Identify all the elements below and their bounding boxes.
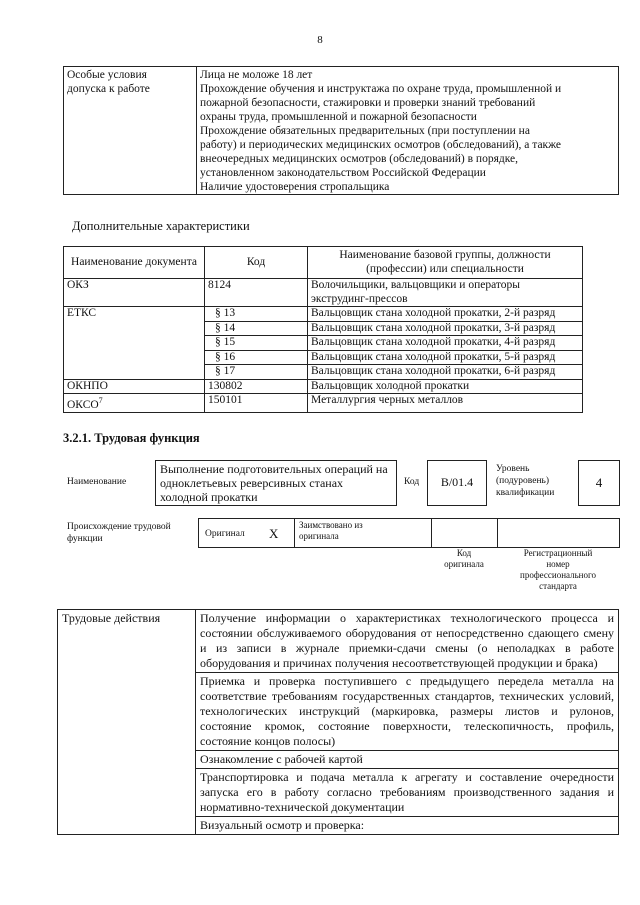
original-mark: X: [269, 526, 279, 541]
reg-number-cell: [497, 518, 620, 548]
code-original-cell: [431, 518, 498, 548]
code-label: Код: [404, 477, 420, 487]
table-row: Трудовые действия Получение информации о характеристиках технологического процесса и состоянии обслуживаемого оборудования от непосредственно сдающего смену и из записи в журнале приемки-сдачи смены (о неполадках в работе оборудования и причинах получения несоответствующей продукции и брака): [58, 610, 619, 673]
origin-label: Происхождение трудовой функции: [67, 522, 171, 544]
table-row: ОКНПО 130802 Вальцовщик холодной прокатки: [64, 379, 583, 394]
original-label: Оригинал: [205, 529, 245, 539]
labor-actions-table: [57, 609, 619, 835]
labor-function-title: 3.2.1. Трудовая функция: [63, 431, 200, 445]
table-row: § 15 Вальцовщик стана холодной прокатки, 4-й разряд: [64, 336, 583, 351]
code-box: [427, 460, 487, 506]
table-row: § 17 Вальцовщик стана холодной прокатки, 6-й разряд: [64, 365, 583, 380]
labor-actions-label: Трудовые действия: [58, 610, 196, 835]
extra-characteristics-title: Дополнительные характеристики: [72, 219, 250, 233]
level-box: [578, 460, 620, 506]
page-number: 8: [317, 34, 323, 46]
header-doc: Наименование документа: [64, 247, 205, 279]
original-cell: [198, 518, 295, 548]
header-name: Наименование базовой группы, должности (профессии) или специальности: [308, 247, 583, 279]
level-value: 4: [595, 475, 603, 490]
special-conditions-label: Особые условия допуска к работе: [64, 67, 197, 195]
table-row: Транспортировка и подача металла к агрегату и составление очередности запуска его в работу согласно требованиям производственного задания и нормативно-технической документации: [58, 769, 619, 817]
extra-characteristics-table: [63, 246, 583, 413]
special-conditions-table: [63, 66, 619, 195]
table-row: ОКСО$^7$ 150101 Металлургия черных металлов: [64, 394, 583, 413]
table-row: Визуальный осмотр и проверка:: [58, 817, 619, 835]
table-row: Ознакомление с рабочей картой: [58, 751, 619, 769]
special-conditions-value: Лица не моложе 18 лет Прохождение обучения и инструктажа по охране труда, промышленной и пожарной безопасности, стажировки и проверки знаний требований охраны труда, промышленной и пожарной безопасности Прохождение обязательных предварительных (при поступлении на работу) и периодических медицинских осмотров (обследований), а также внеочередных медицинских осмотров (обследований) в порядке, установленном законодательством Российской Федерации Наличие удостоверения стропальщика: [197, 67, 619, 195]
level-label: Уровень (подуровень) квалификации: [496, 464, 555, 498]
table-row: § 16 Вальцовщик стана холодной прокатки, 5-й разряд: [64, 350, 583, 365]
name-box: [155, 460, 397, 506]
reg-number-label: Регистрационный номер профессионального стандарта: [520, 548, 596, 591]
name-label: Наименование: [67, 477, 127, 487]
borrowed-cell: Заимствовано из оригинала: [294, 518, 432, 548]
code-value: B/01.4: [440, 475, 474, 489]
table-row: Приемка и проверка поступившего с предыдущего передела металла на соответствие требованиям государственных стандартов, технических условий, технологических инструкций (маркировка, размеры листов и рулонов, состояние кромок, состояние поверхности, телескопичность, профиль, состояние концов полосы): [58, 673, 619, 751]
code-original-label: Код оригинала: [444, 548, 484, 569]
header-code: Код: [205, 247, 308, 279]
table-row: ОКЗ 8124 Волочильщики, вальцовщики и операторы экструдинг-прессов: [64, 279, 583, 307]
table-row: ЕТКС § 13 Вальцовщик стана холодной прокатки, 2-й разряд: [64, 307, 583, 322]
name-value: Выполнение подготовительных операций на одноклетьевых реверсивных станах холодной прокатки: [160, 462, 388, 504]
table-row: § 14 Вальцовщик стана холодной прокатки, 3-й разряд: [64, 321, 583, 336]
